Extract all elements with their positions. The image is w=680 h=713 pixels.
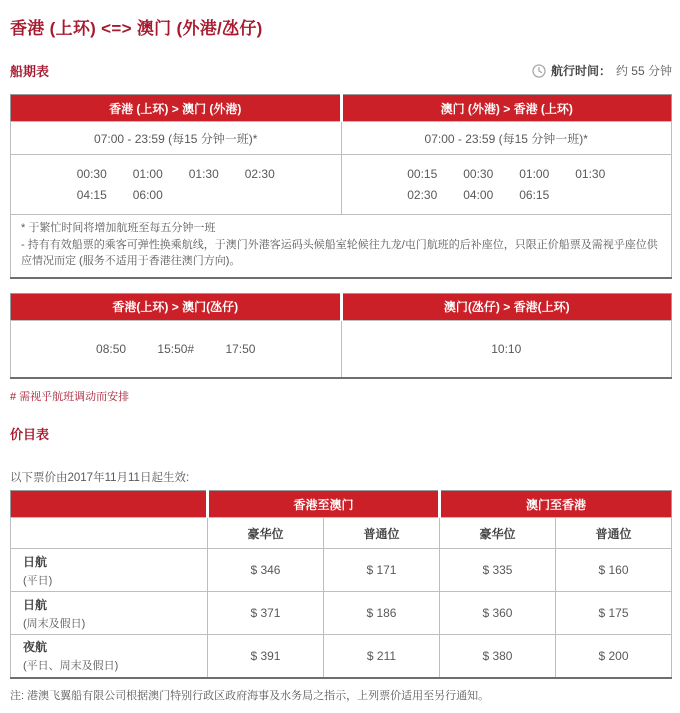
time-value: 00:30 bbox=[463, 167, 494, 181]
time-value: 06:15 bbox=[519, 188, 550, 202]
time-value: 15:50# bbox=[157, 341, 195, 356]
time-value: 02:30 bbox=[244, 167, 275, 181]
group-header-macau-to-hk: 澳门至香港 bbox=[439, 491, 671, 518]
frequency-hk-to-macau: 07:00 - 23:59 (每15 分钟一班)* bbox=[11, 122, 342, 155]
taipa-footnote: # 需视乎航班调动而安排 bbox=[10, 391, 130, 403]
fare-sublabel: (平日) bbox=[23, 574, 53, 587]
fare-price: $ 380 bbox=[439, 635, 555, 678]
fares-heading: 价目表 bbox=[10, 427, 50, 442]
fare-price: $ 391 bbox=[207, 635, 323, 678]
fare-table bbox=[10, 490, 672, 679]
times-hk-to-taipa bbox=[11, 320, 342, 378]
class-empty-cell bbox=[11, 518, 208, 549]
footnote-line-2: - 持有有效船票的乘客可弹性换乘航线，于澳门外港客运码头候船室轮候往九龙/屯门航班的后补座位，只限正价船票及需视乎座位供应情况而定 (服务不适用于香港往澳门方向)。 bbox=[21, 238, 658, 267]
duration-label: 航行时间： bbox=[550, 64, 611, 78]
fare-row-day-weekend bbox=[11, 592, 672, 635]
time-value: 04:00 bbox=[463, 188, 494, 202]
fare-label: 夜航 bbox=[23, 640, 48, 655]
fare-price: $ 360 bbox=[439, 592, 555, 635]
page-title: 香港 (上环) <=> 澳门 (外港/氹仔) bbox=[10, 19, 263, 38]
night-times-macau-to-hk bbox=[341, 155, 672, 215]
table-footnote-cell bbox=[11, 215, 672, 278]
class-header: 普通位 bbox=[555, 518, 671, 549]
duration-value: 约 55 分钟 bbox=[615, 64, 672, 78]
fare-header-row bbox=[11, 491, 672, 518]
fare-row-label bbox=[11, 549, 208, 592]
fare-row-day-weekday bbox=[11, 549, 672, 592]
time-value: 17:50 bbox=[225, 341, 256, 356]
time-value: 00:30 bbox=[76, 167, 107, 181]
fare-row-label bbox=[11, 592, 208, 635]
fare-price: $ 160 bbox=[555, 549, 671, 592]
footnote-line-1: * 于繁忙时间将增加航班至每五分钟一班 bbox=[21, 222, 216, 234]
col-header-hk-to-macau: 香港 (上环) > 澳门 (外港) bbox=[11, 95, 342, 122]
sailing-duration bbox=[532, 62, 672, 79]
col-header-taipa-to-hk: 澳门(氹仔) > 香港(上环) bbox=[341, 293, 672, 320]
time-value: 01:30 bbox=[188, 167, 219, 181]
fare-price: $ 371 bbox=[207, 592, 323, 635]
col-header-hk-to-taipa: 香港(上环) > 澳门(氹仔) bbox=[11, 293, 342, 320]
schedule-heading: 船期表 bbox=[10, 64, 50, 79]
table-footnote-row bbox=[11, 215, 672, 278]
effective-date-note: 以下票价由2017年11月11日起生效: bbox=[10, 472, 190, 484]
night-times-hk-to-macau bbox=[11, 155, 342, 215]
fare-row-night bbox=[11, 635, 672, 678]
fare-price: $ 175 bbox=[555, 592, 671, 635]
fare-sublabel: (平日、周末及假日) bbox=[23, 660, 119, 673]
class-header: 普通位 bbox=[323, 518, 439, 549]
fare-label: 日航 bbox=[23, 554, 48, 569]
fare-label: 日航 bbox=[23, 597, 48, 612]
clock-icon bbox=[532, 64, 546, 78]
time-value: 01:30 bbox=[575, 167, 606, 181]
taipa-times-row bbox=[11, 320, 672, 378]
fare-sublabel: (周末及假日) bbox=[23, 617, 86, 630]
fare-price: $ 211 bbox=[323, 635, 439, 678]
fare-price: $ 200 bbox=[555, 635, 671, 678]
class-header: 豪华位 bbox=[439, 518, 555, 549]
times-taipa-to-hk bbox=[341, 320, 672, 378]
night-times-row bbox=[11, 155, 672, 215]
col-header-macau-to-hk: 澳门 (外港) > 香港 (上环) bbox=[341, 95, 672, 122]
time-value: 08:50 bbox=[96, 341, 127, 356]
fare-note: 注: 港澳飞翼船有限公司根据澳门特别行政区政府海事及水务局之指示，上列票价适用至另行通知。 bbox=[10, 689, 490, 702]
time-value: 01:00 bbox=[132, 167, 163, 181]
class-header: 豪华位 bbox=[207, 518, 323, 549]
fare-price: $ 346 bbox=[207, 549, 323, 592]
fare-price: $ 335 bbox=[439, 549, 555, 592]
schedule-section-header bbox=[10, 61, 672, 80]
fare-header-empty-cell bbox=[11, 491, 208, 518]
fare-price: $ 186 bbox=[323, 592, 439, 635]
taipa-schedule-table bbox=[10, 293, 672, 380]
fare-price: $ 171 bbox=[323, 549, 439, 592]
table-header-row bbox=[11, 95, 672, 122]
time-value: 06:00 bbox=[132, 188, 163, 202]
time-value: 04:15 bbox=[76, 188, 107, 202]
group-header-hk-to-macau: 香港至澳门 bbox=[207, 491, 439, 518]
frequency-row bbox=[11, 122, 672, 155]
time-value: 00:15 bbox=[407, 167, 438, 181]
time-value: 10:10 bbox=[491, 341, 522, 356]
fare-row-label bbox=[11, 635, 208, 678]
frequency-macau-to-hk: 07:00 - 23:59 (每15 分钟一班)* bbox=[341, 122, 672, 155]
outer-harbour-schedule-table bbox=[10, 94, 672, 279]
fares-section-header bbox=[10, 424, 672, 443]
table-header-row bbox=[11, 293, 672, 320]
time-value: 02:30 bbox=[407, 188, 438, 202]
fare-class-row bbox=[11, 518, 672, 549]
time-value: 01:00 bbox=[519, 167, 550, 181]
